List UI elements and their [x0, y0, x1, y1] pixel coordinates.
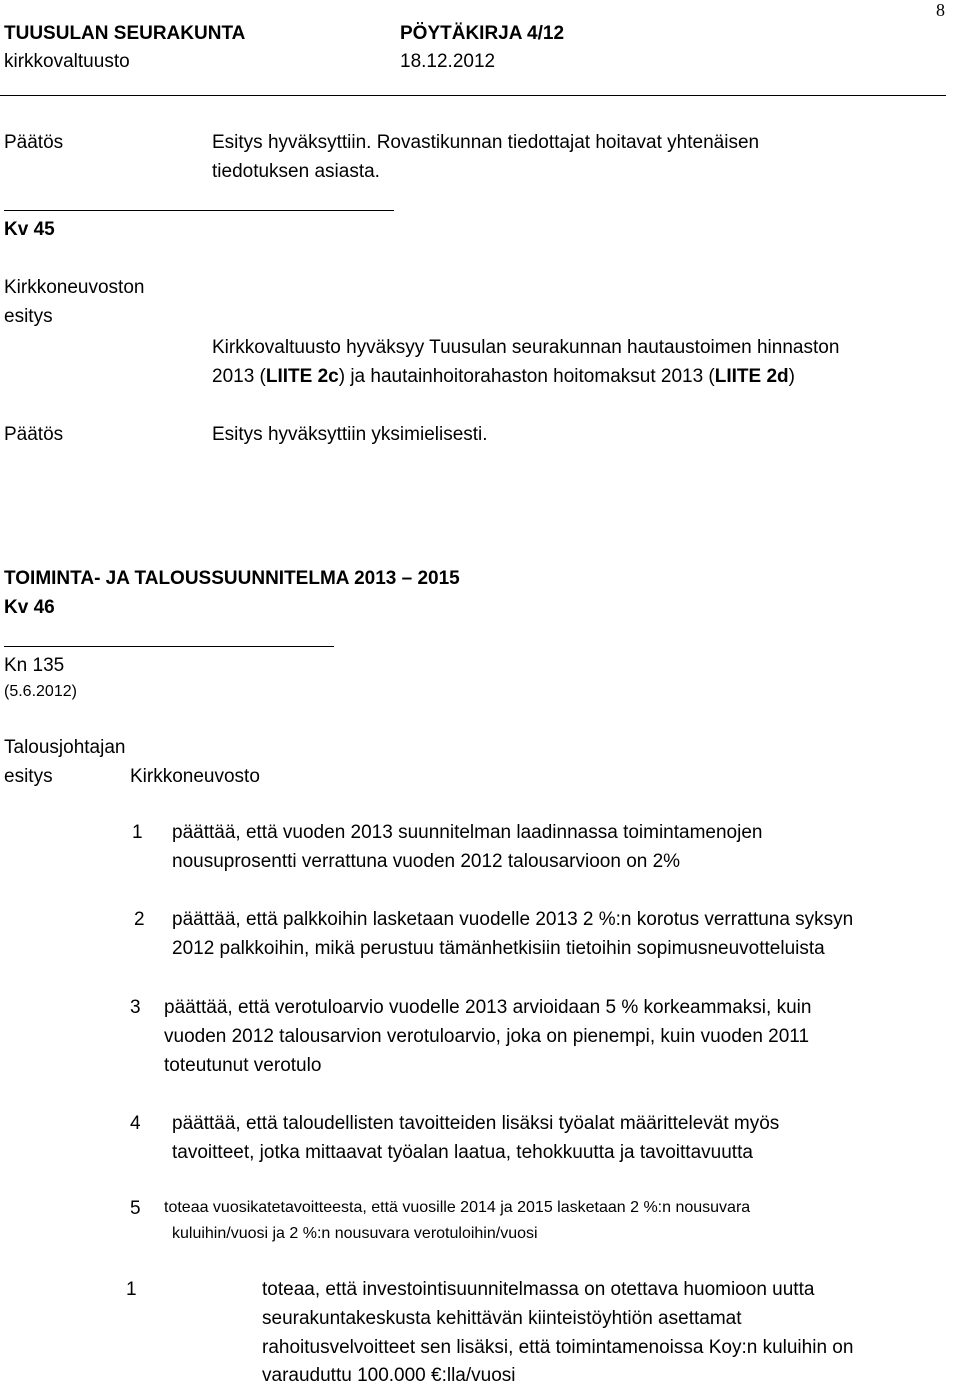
decision-text-kv45: Esitys hyväksyttiin yksimielisesti.: [212, 424, 488, 445]
list-item-text: kuluihin/vuosi ja 2 %:n nousuvara verotuloihin/vuosi: [172, 1225, 538, 1242]
board-ref-date: (5.6.2012): [4, 683, 77, 700]
list-item-text: 2012 palkkoihin, mikä perustuu tämänhetkisiin tietoihin sopimusneuvotteluista: [172, 938, 825, 959]
list-item-text: päättää, että vuoden 2013 suunnitelman laadinnassa toimintamenojen: [172, 822, 763, 843]
list-item-number: 4: [130, 1113, 141, 1134]
meeting-body: kirkkovaltuusto: [4, 51, 130, 72]
list-item-text: toteaa vuosikatetavoitteesta, että vuosille 2014 ja 2015 lasketaan 2 %:n nousuvara: [164, 1199, 751, 1216]
section-number-kv45: Kv 45: [4, 219, 55, 240]
list-item-number: 3: [130, 997, 141, 1018]
section-heading: TOIMINTA- JA TALOUSSUUNNITELMA 2013 – 2015: [4, 568, 460, 589]
decision-label-kv45: Päätös: [4, 424, 64, 445]
proposal-label-line-1: Kirkkoneuvoston: [4, 277, 145, 298]
list-item-text: nousuprosentti verrattuna vuoden 2012 talousarvioon on 2%: [172, 851, 681, 872]
proposal-label-line-2: esitys: [4, 766, 53, 787]
list-item-number: 1: [132, 822, 143, 843]
decision-text-line-1: Esitys hyväksyttiin. Rovastikunnan tiedottajat hoitavat yhtenäisen: [212, 132, 760, 153]
list-item-text: vuoden 2012 talousarvion verotuloarvio, joka on pienempi, kuin vuoden 2011: [164, 1026, 810, 1047]
page-number: 8: [936, 0, 945, 20]
proposal-body: Kirkkoneuvosto: [130, 766, 260, 787]
decision-text-line-2: tiedotuksen asiasta.: [212, 161, 380, 182]
proposal-text-line-1: Kirkkovaltuusto hyväksyy Tuusulan seurakunnan hautaustoimen hinnaston: [212, 337, 840, 358]
header-rule: [0, 95, 946, 96]
list-item-text: rahoitusvelvoitteet sen lisäksi, että toimintamenoissa Koy:n kuluihin on: [262, 1337, 854, 1358]
list-item-text: päättää, että palkkoihin lasketaan vuodelle 2013 2 %:n korotus verrattuna syksyn: [172, 909, 854, 930]
list-item-text: seurakuntakeskusta kehittävän kiinteistöyhtiön asettamat: [262, 1308, 742, 1329]
list-item-text: varauduttu 100.000 €:lla/vuosi: [262, 1365, 516, 1386]
proposal-text-line-2: 2013 (LIITE 2c) ja hautainhoitorahaston hoitomaksut 2013 (LIITE 2d): [212, 366, 795, 387]
proposal-label-line-2: esitys: [4, 306, 53, 327]
document-title: PÖYTÄKIRJA 4/12: [400, 23, 565, 44]
list-item-text: toteaa, että investointisuunnitelmassa on otettava huomioon uutta: [262, 1279, 815, 1300]
section-number-kv46: Kv 46: [4, 597, 55, 618]
list-item-number: 2: [134, 909, 145, 930]
section-divider: [4, 646, 334, 647]
board-ref-number: Kn 135: [4, 655, 65, 676]
proposal-label-line-1: Talousjohtajan: [4, 737, 126, 758]
section-divider: [4, 210, 394, 211]
attachment-ref-2d: LIITE 2d: [714, 366, 789, 387]
decision-label: Päätös: [4, 132, 64, 153]
list-item-text: toteutunut verotulo: [164, 1055, 322, 1076]
list-item-number: 5: [130, 1198, 141, 1219]
organization-name: TUUSULAN SEURAKUNTA: [4, 23, 246, 44]
meeting-date: 18.12.2012: [400, 51, 496, 72]
list-item-number: 1: [126, 1279, 137, 1300]
list-item-text: päättää, että taloudellisten tavoitteiden lisäksi työalat määrittelevät myös: [172, 1113, 780, 1134]
attachment-ref-2c: LIITE 2c: [265, 366, 339, 387]
list-item-text: päättää, että verotuloarvio vuodelle 2013 arvioidaan 5 % korkeammaksi, kuin: [164, 997, 812, 1018]
list-item-text: tavoitteet, jotka mittaavat työalan laatua, tehokkuutta ja tavoittavuutta: [172, 1142, 753, 1163]
